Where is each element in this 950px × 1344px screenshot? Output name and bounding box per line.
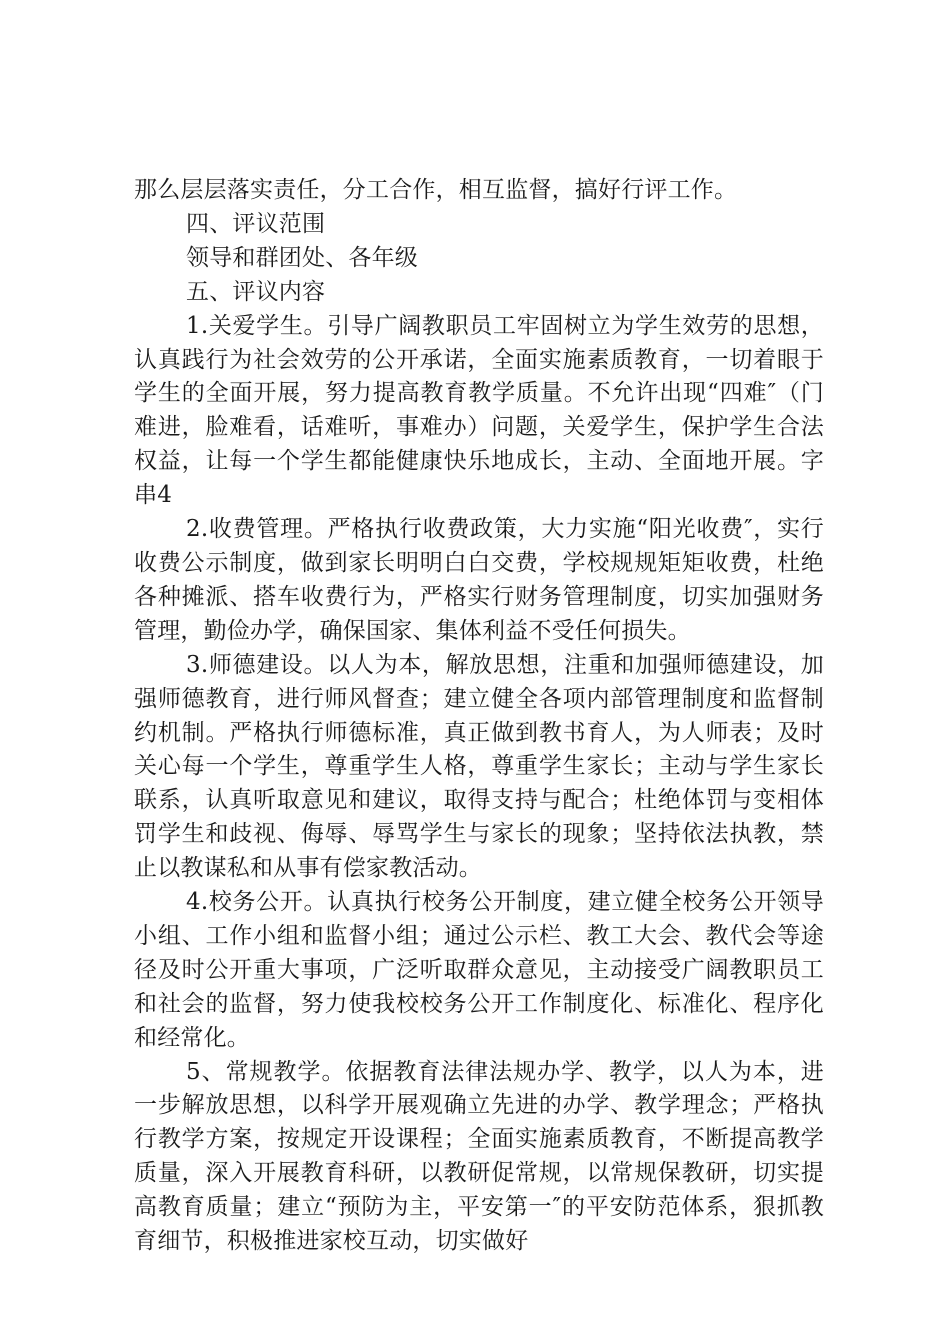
- paragraph-item-5: 5、常规教学。依据教育法律法规办学、教学，以人为本，进一步解放思想，以科学开展观确立先进的办学、教学理念；严格执行教学方案，按规定开设课程；全面实施素质教育，不断提高教学质量，深入开展教育科研，以教研促常规，以常规保教研，切实提高教育质量；建立“预防为主，平安第一″的平安防范体系，狠抓教育细节，积极推进家校互动，切实做好: [134, 1058, 824, 1255]
- section-heading-scope: 四、评议范围: [186, 210, 326, 237]
- section-heading-content: 五、评议内容: [186, 278, 326, 305]
- paragraph-item-2: 2.收费管理。严格执行收费政策，大力实施“阳光收费″，实行收费公示制度，做到家长明明白白交费，学校规规矩矩收费，杜绝各种摊派、搭车收费行为，严格实行财务管理制度，切实加强财务管理，勤俭办学，确保国家、集体利益不受任何损失。: [134, 516, 824, 644]
- paragraph-item-1: 1.关爱学生。引导广阔教职员工牢固树立为学生效劳的思想，认真践行为社会效劳的公开承诺，全面实施素质教育，一切着眼于学生的全面开展，努力提高教育教学质量。不允许出现“四难″（门难进，脸难看，话难听，事难办）问题，关爱学生，保护学生合法权益，让每一个学生都能健康快乐地成长，主动、全面地开展。字串4: [134, 312, 824, 509]
- paragraph-item-3: 3.师德建设。以人为本，解放思想，注重和加强师德建设，加强师德教育，进行师风督查；建立健全各项内部管理制度和监督制约机制。严格执行师德标准，真正做到教书育人，为人师表；及时关心每一个学生，尊重学生人格，尊重学生家长；主动与学生家长联系，认真听取意见和建议，取得支持与配合；杜绝体罚与变相体罚学生和歧视、侮辱、辱骂学生与家长的现象；坚持依法执教，禁止以教谋私和从事有偿家教活动。: [134, 651, 824, 882]
- paragraph-scope: 领导和群团处、各年级: [186, 244, 418, 271]
- paragraph-item-4: 4.校务公开。认真执行校务公开制度，建立健全校务公开领导小组、工作小组和监督小组；通过公示栏、教工大会、教代会等途径及时公开重大事项，广泛听取群众意见，主动接受广阔教职员工和社会的监督，努力使我校校务公开工作制度化、标准化、程序化和经常化。: [134, 889, 824, 1051]
- paragraph-continuation: 那么层层落实责任，分工合作，相互监督，搞好行评工作。: [134, 177, 738, 203]
- document-body: [134, 174, 824, 1259]
